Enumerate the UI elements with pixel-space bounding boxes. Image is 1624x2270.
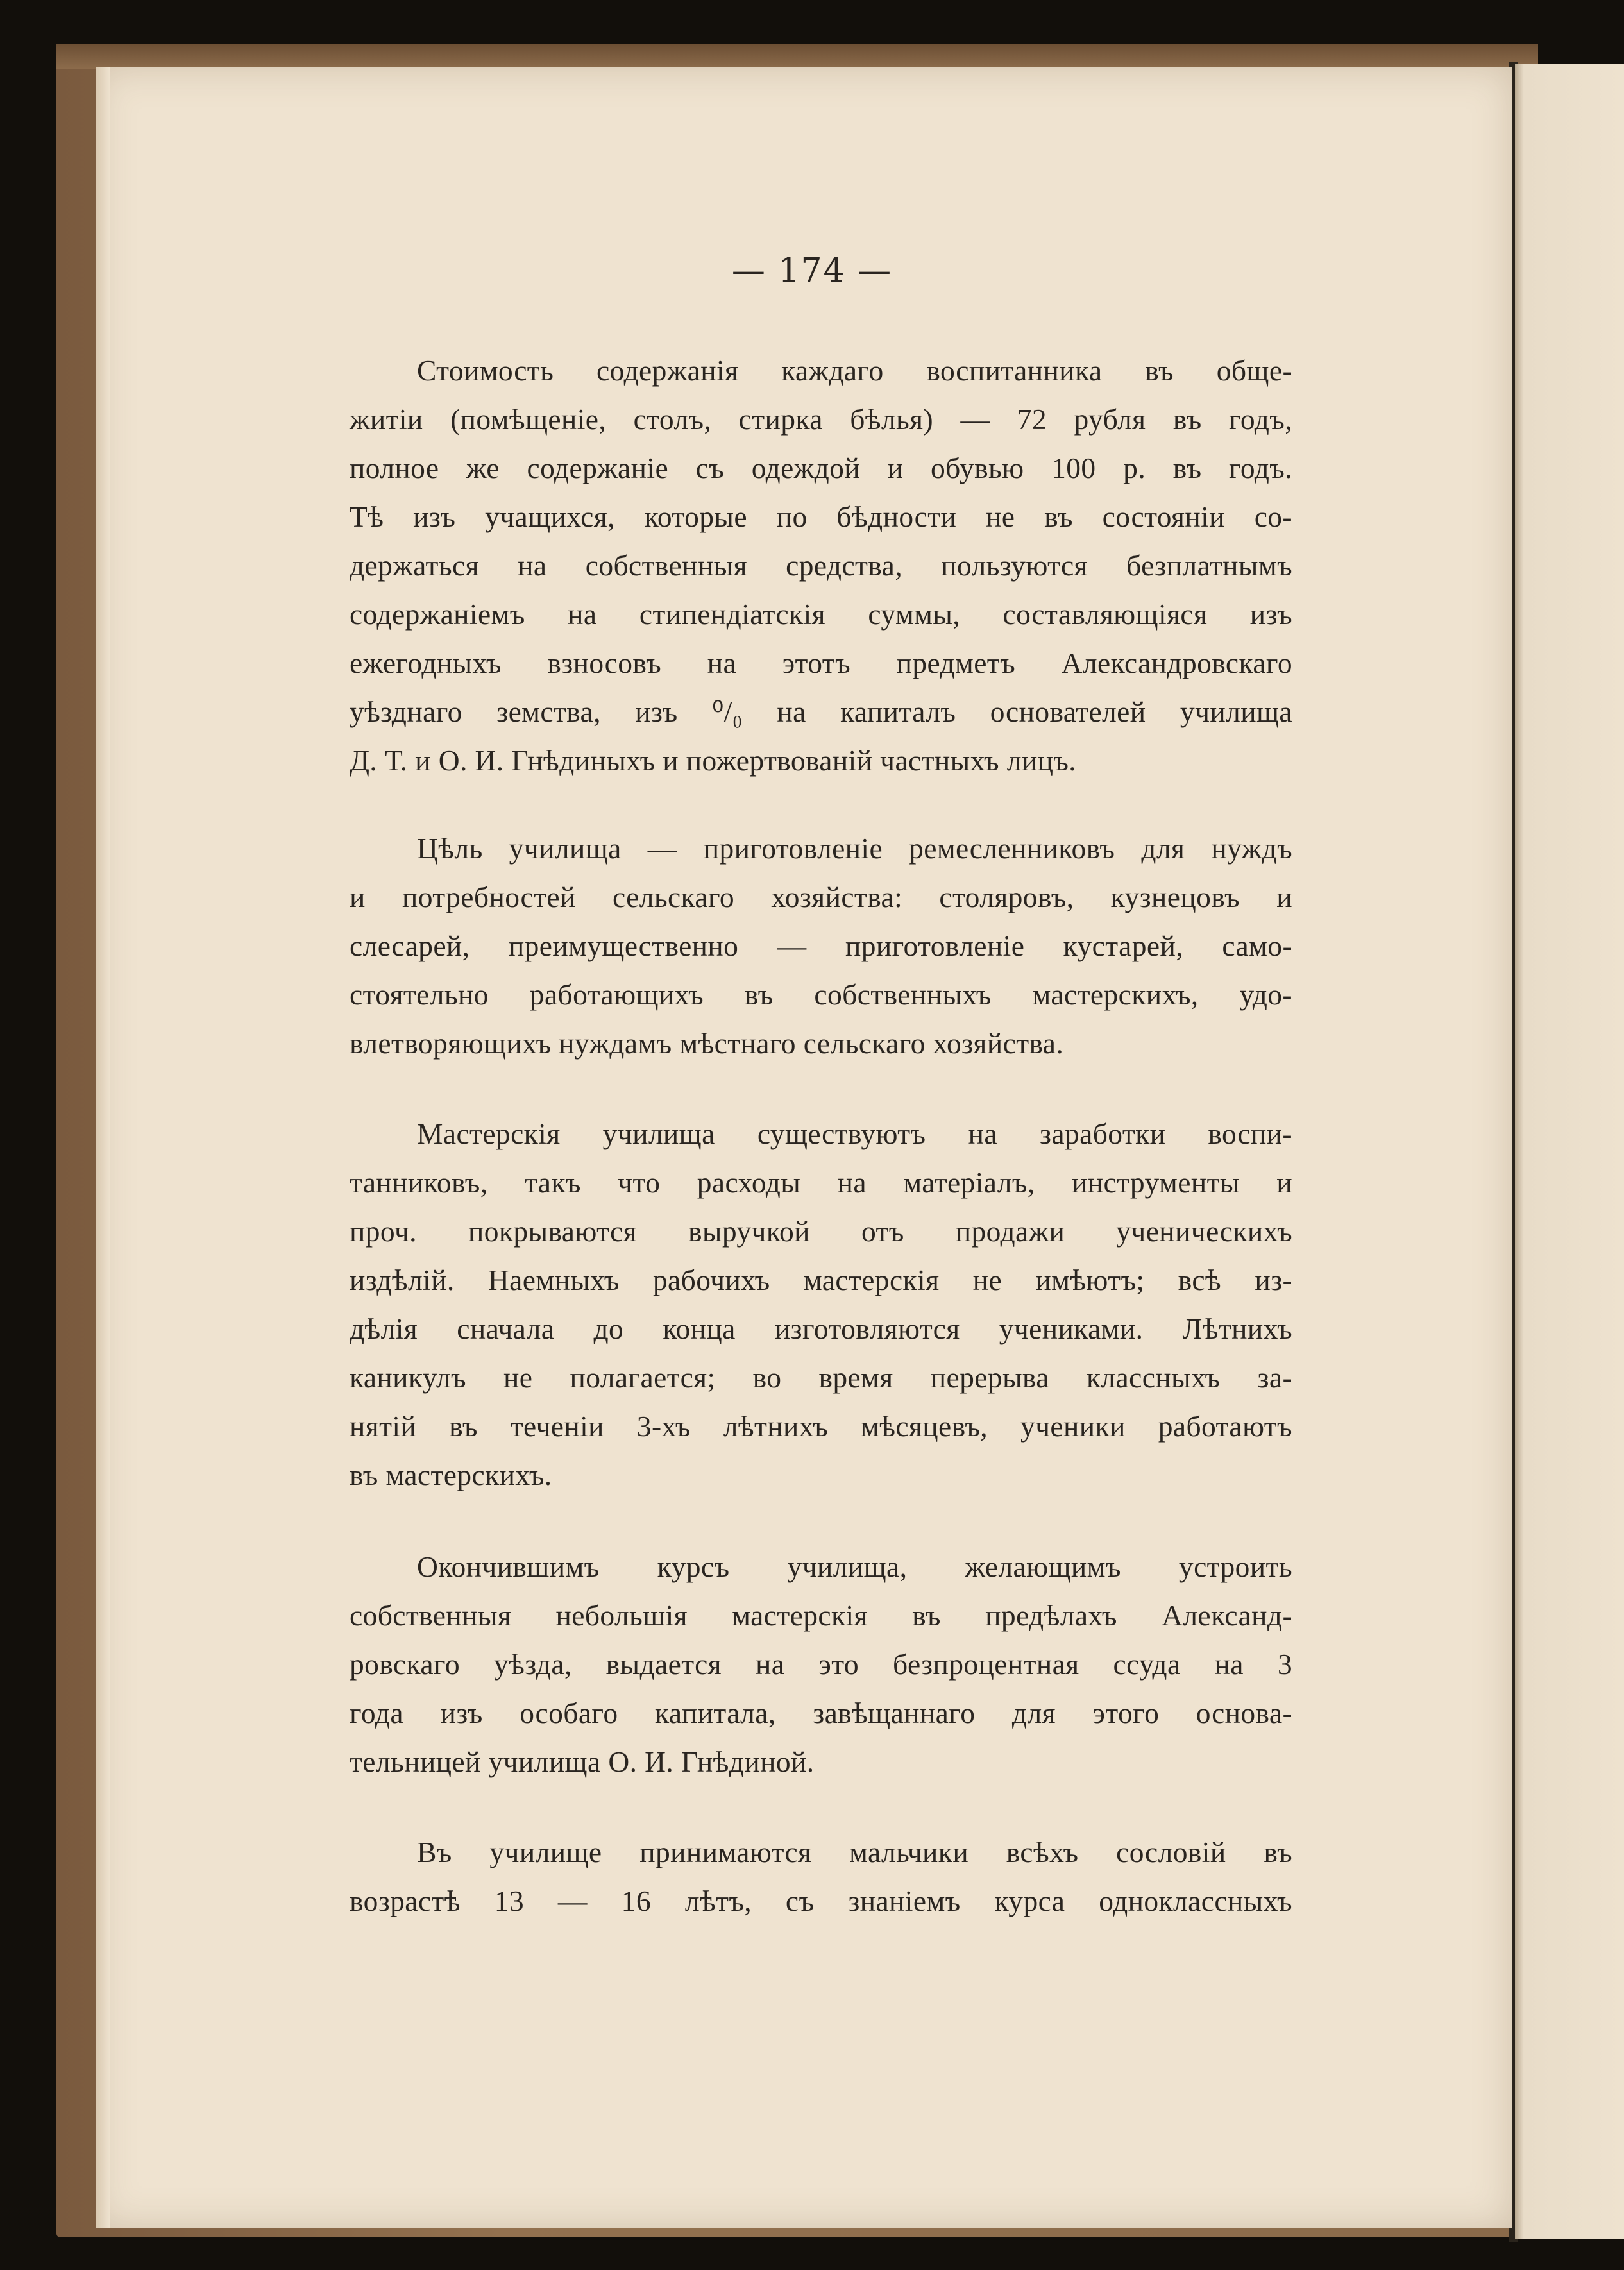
text-line: содержаніемъ на стипендіатскія суммы, составляющіяся изъ	[350, 598, 1292, 631]
text-line: Цѣль училища — приготовленіе ремесленниковъ для нуждъ	[417, 832, 1292, 865]
text-line: Мастерскія училища существуютъ на заработки воспи-	[417, 1117, 1292, 1150]
text-line: житіи (помѣщеніе, столъ, стирка бѣлья) — 72 рубля въ годъ,	[350, 403, 1292, 436]
text-line: тельницей училища О. И. Гнѣдиной.	[350, 1745, 815, 1778]
text-line: дѣлія сначала до конца изготовляются учениками. Лѣтнихъ	[350, 1312, 1292, 1345]
text-line: стоятельно работающихъ въ собственныхъ мастерскихъ, удо-	[350, 978, 1292, 1011]
text-line: держаться на собственныя средства, пользуются безплатнымъ	[350, 549, 1292, 582]
book-cover-top-edge	[56, 44, 1538, 69]
text-line: ровскаго уѣзда, выдается на это безпроцентная ссуда на 3	[350, 1648, 1292, 1681]
paragraph	[350, 824, 1292, 1068]
text-line: проч. покрываются выручкой отъ продажи ученическихъ	[350, 1215, 1292, 1248]
text-line: Тѣ изъ учащихся, которые по бѣдности не въ состояніи со-	[350, 500, 1292, 533]
page-fold-shadow	[96, 67, 110, 2228]
text-line: полное же содержаніе съ одеждой и обувью 100 р. въ годъ.	[350, 452, 1292, 484]
paragraph	[350, 1110, 1292, 1500]
paragraph	[350, 1543, 1292, 1786]
text-line: слесарей, преимущественно — приготовленіе кустарей, само-	[350, 929, 1292, 962]
text-line: Въ училище принимаются мальчики всѣхъ сословій въ	[417, 1836, 1292, 1868]
paragraph	[350, 346, 1292, 785]
text-line: каникулъ не полагается; во время перерыва классныхъ за-	[350, 1361, 1292, 1394]
text-line: уѣзднаго земства, изъ ⁰/₀ на капиталъ основателей училища	[350, 695, 1292, 728]
text-line: и потребностей сельскаго хозяйства: столяровъ, кузнецовъ и	[350, 881, 1292, 913]
text-line: Окончившимъ курсъ училища, желающимъ устроить	[417, 1550, 1292, 1583]
paragraph	[350, 1828, 1292, 1926]
page-number: — 174 —	[731, 251, 893, 290]
text-line: года изъ особаго капитала, завѣщаннаго для этого основа-	[350, 1697, 1292, 1729]
text-line: влетворяющихъ нуждамъ мѣстнаго сельскаго хозяйства.	[350, 1027, 1064, 1060]
text-line: Д. Т. и О. И. Гнѣдиныхъ и пожертвованій частныхъ лицъ.	[350, 744, 1077, 777]
text-line: собственныя небольшія мастерскія въ предѣлахъ Александ-	[350, 1599, 1292, 1632]
text-line: ежегодныхъ взносовъ на этотъ предметъ Александровскаго	[350, 647, 1292, 679]
text-line: издѣлій. Наемныхъ рабочихъ мастерскія не имѣютъ; всѣ из-	[350, 1264, 1292, 1296]
text-line: возрастѣ 13 — 16 лѣтъ, съ знаніемъ курса одноклассныхъ	[350, 1885, 1292, 1917]
facing-page-edge	[1515, 64, 1624, 2239]
text-line: Стоимость содержанія каждаго воспитанника въ обще-	[417, 354, 1292, 387]
text-line: танниковъ, такъ что расходы на матеріалъ, инструменты и	[350, 1166, 1292, 1199]
text-line: въ мастерскихъ.	[350, 1459, 552, 1491]
text-line: нятій въ теченіи 3-хъ лѣтнихъ мѣсяцевъ, ученики работаютъ	[350, 1410, 1292, 1443]
